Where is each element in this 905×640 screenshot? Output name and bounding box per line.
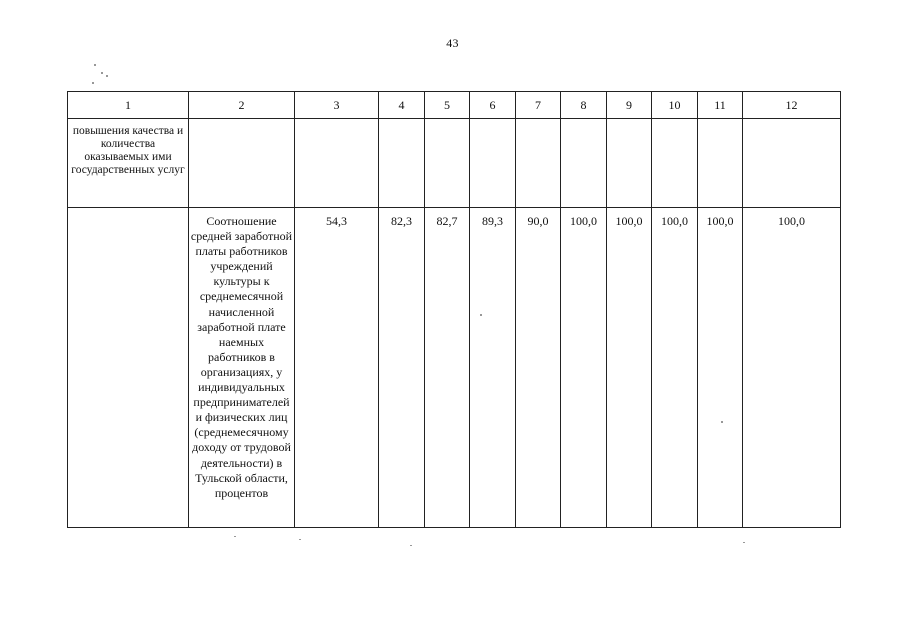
scan-speck [234,536,236,537]
column-header: 6 [470,92,516,119]
table-cell [379,119,425,208]
indicator-text [189,119,294,125]
table-cell [425,208,470,528]
table-cell [743,119,841,208]
table-cell [470,208,516,528]
table-cell [561,119,607,208]
table-cell [743,208,841,528]
column-header: 3 [295,92,379,119]
value-cell: 90,0 [527,214,549,228]
column-header: 9 [607,92,652,119]
table-cell [189,208,295,528]
table-cell [516,119,561,208]
value-cell: 100,0 [615,214,643,228]
value-cell [295,119,378,125]
table-row [68,208,841,528]
column-header: 7 [516,92,561,119]
table-row [68,119,841,208]
column-header: 5 [425,92,470,119]
header-row [68,92,841,119]
table-cell [189,119,295,208]
table-cell [607,119,652,208]
value-cell [652,119,697,125]
table-cell [470,119,516,208]
task-text: повышения качества и количества оказываемых ими государственных услуг [71,125,185,176]
value-cell: 82,3 [391,214,412,228]
column-header: 2 [189,92,295,119]
table-cell [68,208,189,528]
indicator-text: Соотношение средней заработной платы работников учреждений культуры к среднемесячной начисленной заработной плате наемных работников в организациях, у индивидуальных предпринимателей и физических лиц (среднемесячному доходу от трудовой деятельности) в Тульской области, процентов [190,214,293,500]
value-cell [698,119,742,125]
scan-speck [94,64,96,66]
column-header: 10 [652,92,698,119]
value-cell [561,119,606,125]
value-cell [516,119,560,125]
value-cell [425,119,469,125]
scan-speck [743,542,745,543]
page-number: 43 [446,36,459,50]
value-cell [379,119,424,125]
task-text [68,208,188,214]
table-cell [68,119,189,208]
table-cell [379,208,425,528]
table-cell [516,208,561,528]
column-header: 4 [379,92,425,119]
table-cell [295,208,379,528]
table-cell [698,119,743,208]
table-cell [652,208,698,528]
column-header: 8 [561,92,607,119]
value-cell: 100,0 [706,214,734,228]
table-cell [425,119,470,208]
column-header: 1 [68,92,189,119]
value-cell: 100,0 [778,214,805,228]
scan-speck [299,539,301,540]
value-cell [743,119,840,125]
value-cell [607,119,651,125]
column-header: 11 [698,92,743,119]
indicator-table [67,91,841,528]
scan-speck [410,545,412,546]
scan-speck [106,75,108,77]
value-cell: 100,0 [570,214,597,228]
scan-speck [92,82,94,84]
value-cell: 82,7 [436,214,458,228]
value-cell [470,119,515,125]
table-cell [295,119,379,208]
table-cell [607,208,652,528]
table-cell [561,208,607,528]
column-header: 12 [743,92,841,119]
table-cell [652,119,698,208]
value-cell: 54,3 [326,214,347,228]
scan-speck [101,72,103,74]
value-cell: 100,0 [661,214,688,228]
table-cell [698,208,743,528]
value-cell: 89,3 [482,214,503,228]
